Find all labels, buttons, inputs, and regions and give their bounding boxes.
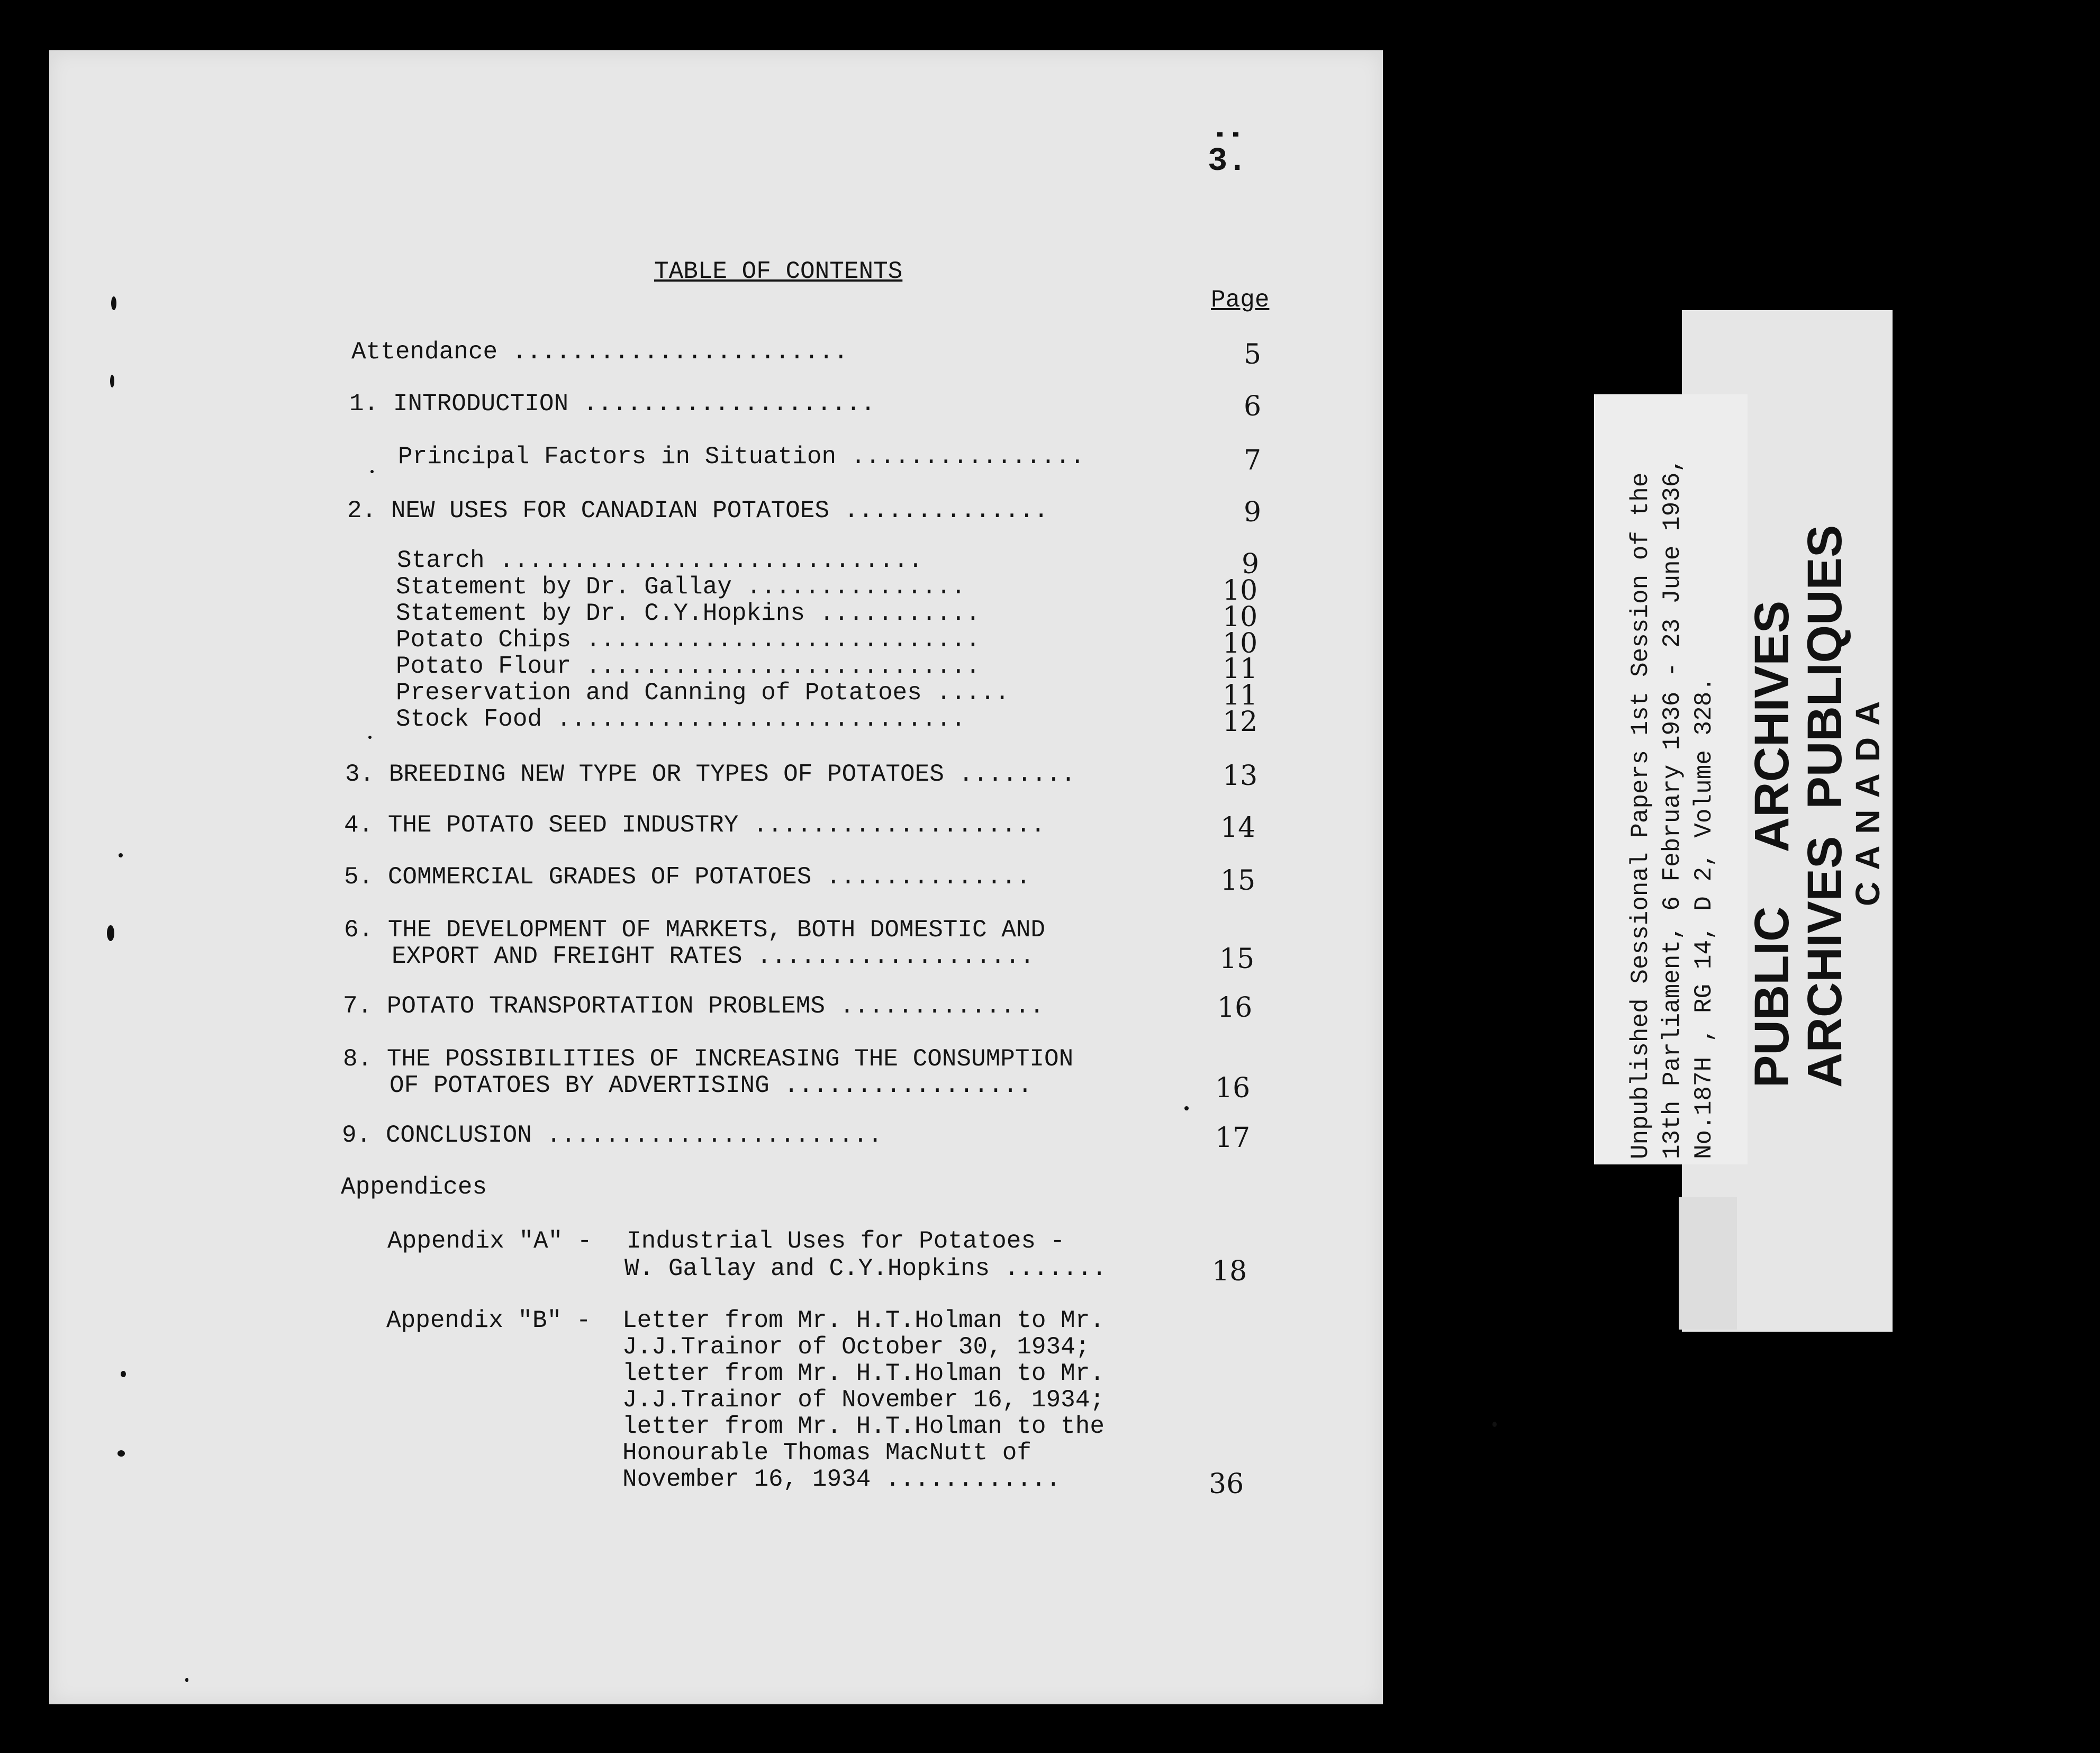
toc-page: 11 <box>1223 680 1258 711</box>
toc-entry-commercial-grades: 5. COMMERCIAL GRADES OF POTATOES .............. <box>344 863 1031 891</box>
toc-entry-seed-industry: 4. THE POTATO SEED INDUSTRY .................... <box>344 811 1046 839</box>
scan-mark <box>1492 1422 1497 1427</box>
scan-mark <box>117 1450 125 1457</box>
scan-mark <box>370 470 374 473</box>
toc-page: 5 <box>1244 339 1262 371</box>
toc-entry-preservation: Preservation and Canning of Potatoes ..... <box>396 679 1010 707</box>
archive-card-tab <box>1679 1197 1737 1330</box>
toc-page: 9 <box>1242 548 1260 580</box>
toc-title: TABLE OF CONTENTS <box>654 258 903 285</box>
toc-entry-development-markets-cont: EXPORT AND FREIGHT RATES ................... <box>392 943 1035 970</box>
toc-entry-possibilities: 8. THE POSSIBILITIES OF INCREASING THE CONSUMPTION <box>343 1045 1074 1073</box>
toc-entry-potato-flour: Potato Flour ........................... <box>396 653 981 680</box>
toc-entry-conclusion: 9. CONCLUSION ....................... <box>342 1122 883 1149</box>
toc-entry-possibilities-cont: OF POTATOES BY ADVERTISING ................. <box>390 1072 1033 1099</box>
toc-entry-stock-food: Stock Food ............................ <box>396 706 966 733</box>
toc-entry-introduction: 1. INTRODUCTION .................... <box>349 390 875 418</box>
toc-entry-new-uses: 2. NEW USES FOR CANADIAN POTATOES .............. <box>347 497 1049 525</box>
scan-mark <box>368 736 372 739</box>
archive-stamp: PUBLIC ARCHIVES ARCHIVES PUBLIQUES <box>1745 525 1852 1088</box>
page-number: 3. <box>1208 142 1247 180</box>
scan-mark <box>1184 1106 1189 1110</box>
appendix-b-line: Honourable Thomas MacNutt of <box>622 1439 1031 1467</box>
archive-slip-text: Unpublished Sessional Papers 1st Session of the 13th Parliament, 6 February 1936 - 23 June 1936, No.187H , RG 14, D 2, Volume 328. <box>1627 457 1718 1159</box>
toc-entry-development-markets: 6. THE DEVELOPMENT OF MARKETS, BOTH DOMESTIC AND <box>344 916 1046 944</box>
appendix-a-line: Industrial Uses for Potatoes - <box>627 1227 1065 1255</box>
toc-page: 14 <box>1220 812 1256 844</box>
appendix-b-label: Appendix "B" - <box>386 1307 591 1334</box>
scan-mark <box>107 925 114 941</box>
toc-page: 17 <box>1215 1122 1251 1154</box>
toc-entry-principal-factors: Principal Factors in Situation ................ <box>398 443 1085 471</box>
toc-entry-transportation: 7. POTATO TRANSPORTATION PROBLEMS .............. <box>343 992 1045 1020</box>
toc-page: 10 <box>1223 575 1258 607</box>
mark <box>1233 132 1238 137</box>
appendix-a-line: W. Gallay and C.Y.Hopkins ....... <box>624 1255 1107 1282</box>
toc-page: 10 <box>1223 601 1258 633</box>
toc-page: 13 <box>1223 760 1258 792</box>
toc-page: 16 <box>1215 1072 1251 1104</box>
appendix-a-label: Appendix "A" - <box>387 1227 592 1255</box>
toc-page: 18 <box>1212 1255 1247 1287</box>
toc-page: 15 <box>1220 865 1256 897</box>
appendices-heading: Appendices <box>341 1173 487 1201</box>
appendix-b-line: letter from Mr. H.T.Holman to the <box>622 1413 1105 1440</box>
appendix-b-line: Letter from Mr. H.T.Holman to Mr. <box>622 1307 1105 1334</box>
appendix-b-line: letter from Mr. H.T.Holman to Mr. <box>622 1360 1105 1387</box>
toc-entry-potato-chips: Potato Chips ........................... <box>396 626 981 654</box>
toc-entry-attendance: Attendance ....................... <box>351 338 848 366</box>
toc-page: 15 <box>1219 943 1255 975</box>
appendix-b-line: November 16, 1934 ............ <box>622 1466 1061 1493</box>
appendix-b-line: J.J.Trainor of October 30, 1934; <box>622 1333 1090 1361</box>
toc-page: 7 <box>1244 445 1262 476</box>
toc-page: 12 <box>1223 706 1258 738</box>
scan-mark <box>185 1678 188 1682</box>
mark <box>1217 132 1223 137</box>
toc-page: 10 <box>1223 628 1258 659</box>
toc-page: 36 <box>1209 1468 1244 1500</box>
toc-page: 9 <box>1244 496 1262 528</box>
scan-mark <box>110 375 114 387</box>
page-column-header: Page <box>1211 286 1270 314</box>
toc-entry-breeding: 3. BREEDING NEW TYPE OR TYPES OF POTATOES ........ <box>345 761 1076 788</box>
toc-entry-statement-gallay: Statement by Dr. Gallay ............... <box>396 573 966 601</box>
scan-mark <box>119 853 123 857</box>
toc-page: 6 <box>1244 391 1262 422</box>
toc-entry-starch: Starch ............................. <box>397 547 923 574</box>
toc-page: 16 <box>1217 992 1253 1024</box>
scan-mark <box>111 296 116 310</box>
appendix-b-line: J.J.Trainor of November 16, 1934; <box>622 1386 1105 1414</box>
toc-page: 11 <box>1223 653 1258 685</box>
archive-stamp-country: CANADA <box>1849 689 1887 906</box>
toc-entry-statement-hopkins: Statement by Dr. C.Y.Hopkins ........... <box>396 600 981 627</box>
scan-mark <box>121 1371 126 1377</box>
